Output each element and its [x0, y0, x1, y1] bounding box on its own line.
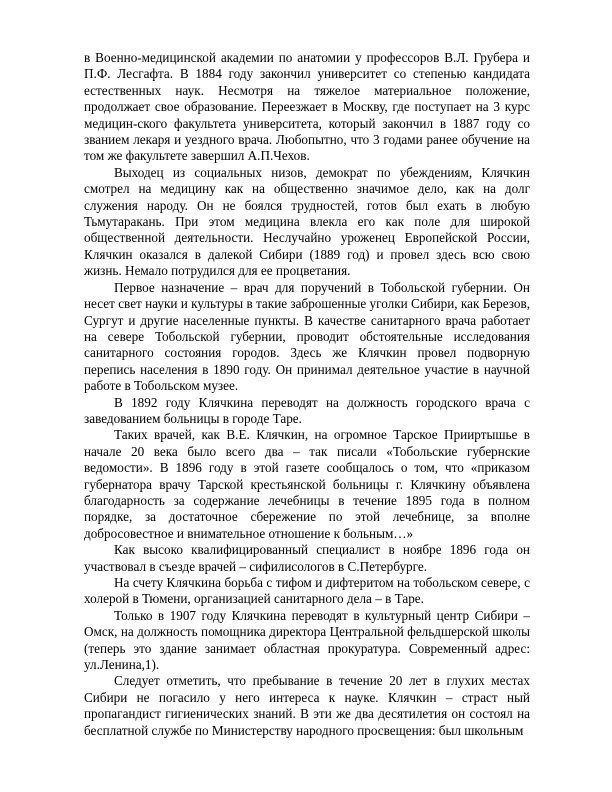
paragraph-first-appointment: Первое назначение – врач для поручений в Тобольской губернии. Он несет свет науки и культуры в такие заброшенные уголки Сибири, как Березов, Сургут и другие населенные пункты. В качестве санитарного врача работает на севере Тобольской губернии, проводит обстоятельные исследования санитарного состояния городов. Здесь же Клячкин провел подворную перепись населения в 1890 году. Он принимал деятельное участие в научной работе в Тобольском музее. [84, 279, 530, 394]
document-page [84, 50, 530, 739]
paragraph-tara-doctors: Таких врачей, как В.Е. Клячкин, на огромное Тарское Прииртышье в начале 20 века было всего два – так писали «Тобольские губернские ведомости». В 1896 году в этой газете сообщалось о том, что «приказом губернатора врачу Тарской крестьянской больницы г. Клячкину объявлена благодарность за содержание лечебницы в течение 1895 года в полном порядке, за достаточное сбережение по этой лечебнице, за вполне добросовестное и внимательное отношение к больным…» [84, 427, 530, 541]
paragraph-science-interest: Следует отметить, что пребывание в течение 20 лет в глухих местах Сибири не погасило у него интереса к науке. Клячкин – страст ный пропагандист гигиенических знаний. В эти же два десятилетия он состоял на бесплатной службе по Министерству народного просвещения: был школьным [84, 673, 530, 738]
paragraph-epidemics: На счету Клячкина борьба с тифом и дифтеритом на тобольском севере, с холерой в Тюмени, организацией санитарного дела – в Таре. [84, 575, 530, 607]
paragraph-omsk: Только в 1907 году Клячкина переводят в культурный центр Сибири – Омск, на должность помощника директора Центральной фельдшерской школы (теперь это здание занимает областная прокуратура. Современный адрес: ул.Ленина,1). [84, 607, 530, 673]
paragraph-congress: Как высоко квалифицированный специалист в ноябре 1896 года он участвовал в съезде врачей – сифилисологов в С.Петербурге. [84, 542, 530, 574]
paragraph-social-origin: Выходец из социальных низов, демократ по убеждениям, Клячкин смотрел на медицину как на общественно значимое дело, как на долг служения народу. Он не боялся трудностей, готов был ехать в любую Тьмутаракань. При этом медицина влекла его как поле для широкой общественной деятельности. Неслучайно уроженец Европейской России, Клячкин оказался в далекой Сибири (1889 год) и провел здесь всю свою жизнь. Немало потрудился для ее процветания. [84, 164, 530, 279]
paragraph-tara-transfer: В 1892 году Клячкина переводят на должность городского врача с заведованием больницы в городе Таре. [84, 394, 530, 426]
paragraph-education: в Военно-медицинской академии по анатомии у профессоров В.Л. Грубера и П.Ф. Лесгафта. В 1884 году закончил университет со степенью кандидата естественных наук. Несмотря на тяжелое материальное положение, продолжает свое образование. Переезжает в Москву, где поступает на 3 курс медицин-ского факультета университета, который закончил в 1887 году со званием лекаря и уездного врача. Любопытно, что 3 годами ранее обучение на том же факультете завершил А.П.Чехов. [84, 50, 530, 164]
